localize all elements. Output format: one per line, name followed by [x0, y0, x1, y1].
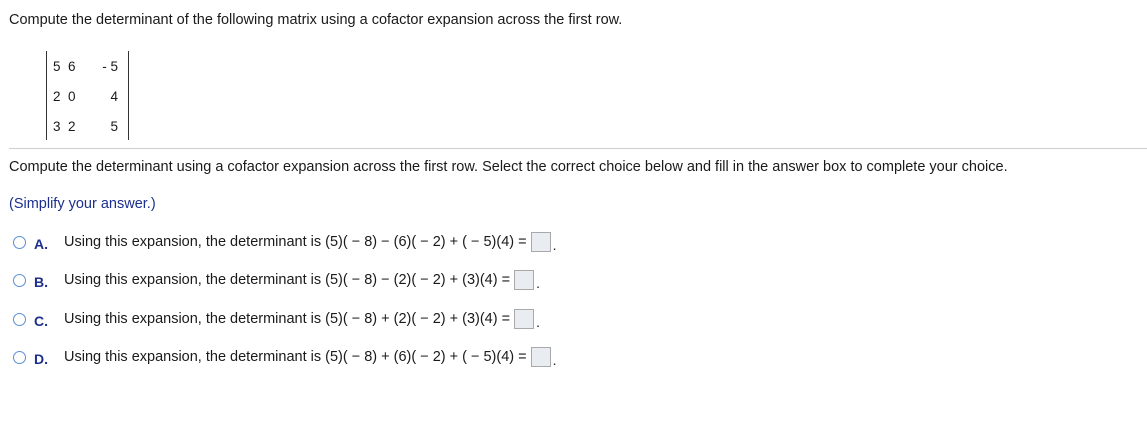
matrix-row [53, 51, 118, 81]
choice-text: Using this expansion, the determinant is (5)( − 8) − (6)( − 2) + ( − 5)(4) = [64, 234, 527, 250]
radio-button-icon[interactable] [13, 274, 26, 287]
answer-box[interactable] [514, 270, 534, 290]
radio-button-icon[interactable] [13, 236, 26, 249]
question-text: Compute the determinant of the following matrix using a cofactor expansion across the first row. [9, 12, 623, 28]
matrix-cell: 2 [53, 88, 61, 104]
matrix-cell: - 5 [102, 58, 118, 74]
matrix [46, 51, 129, 140]
radio-button-icon[interactable] [13, 351, 26, 364]
choice-letter: D. [34, 350, 48, 367]
choice-a[interactable] [13, 230, 556, 254]
choice-text: Using this expansion, the determinant is (5)( − 8) + (2)( − 2) + (3)(4) = [64, 311, 511, 327]
matrix-cell: 6 [68, 58, 76, 74]
choice-letter: C. [34, 312, 48, 329]
trailing-period: . [552, 352, 557, 368]
matrix-row [53, 81, 118, 111]
choice-c[interactable] [13, 307, 540, 331]
instruction-text: Compute the determinant using a cofactor expansion across the first row. Select the correct choice below and fill in the answer box to complete your choice. [9, 159, 1008, 175]
matrix-row [53, 111, 118, 141]
trailing-period: . [536, 275, 540, 291]
answer-box[interactable] [531, 347, 551, 367]
simplify-hint: (Simplify your answer.) [9, 196, 156, 212]
choice-d[interactable] [13, 345, 556, 369]
radio-button-icon[interactable] [13, 313, 26, 326]
trailing-period: . [552, 237, 557, 253]
matrix-cell: 4 [110, 88, 118, 104]
choice-text: Using this expansion, the determinant is (5)( − 8) + (6)( − 2) + ( − 5)(4) = [64, 349, 527, 365]
choice-letter: A. [34, 235, 48, 252]
matrix-cell: 0 [68, 88, 76, 104]
answer-box[interactable] [514, 309, 534, 329]
trailing-period: . [536, 314, 540, 330]
choice-b[interactable] [13, 268, 540, 292]
matrix-table [53, 51, 118, 141]
matrix-cell: 3 [53, 118, 61, 134]
matrix-cell: 2 [68, 118, 76, 134]
choice-letter: B. [34, 273, 48, 290]
choice-text: Using this expansion, the determinant is (5)( − 8) − (2)( − 2) + (3)(4) = [64, 272, 511, 288]
section-divider [9, 148, 1147, 149]
answer-box[interactable] [531, 232, 551, 252]
matrix-cell: 5 [53, 58, 61, 74]
matrix-cell: 5 [110, 118, 118, 134]
